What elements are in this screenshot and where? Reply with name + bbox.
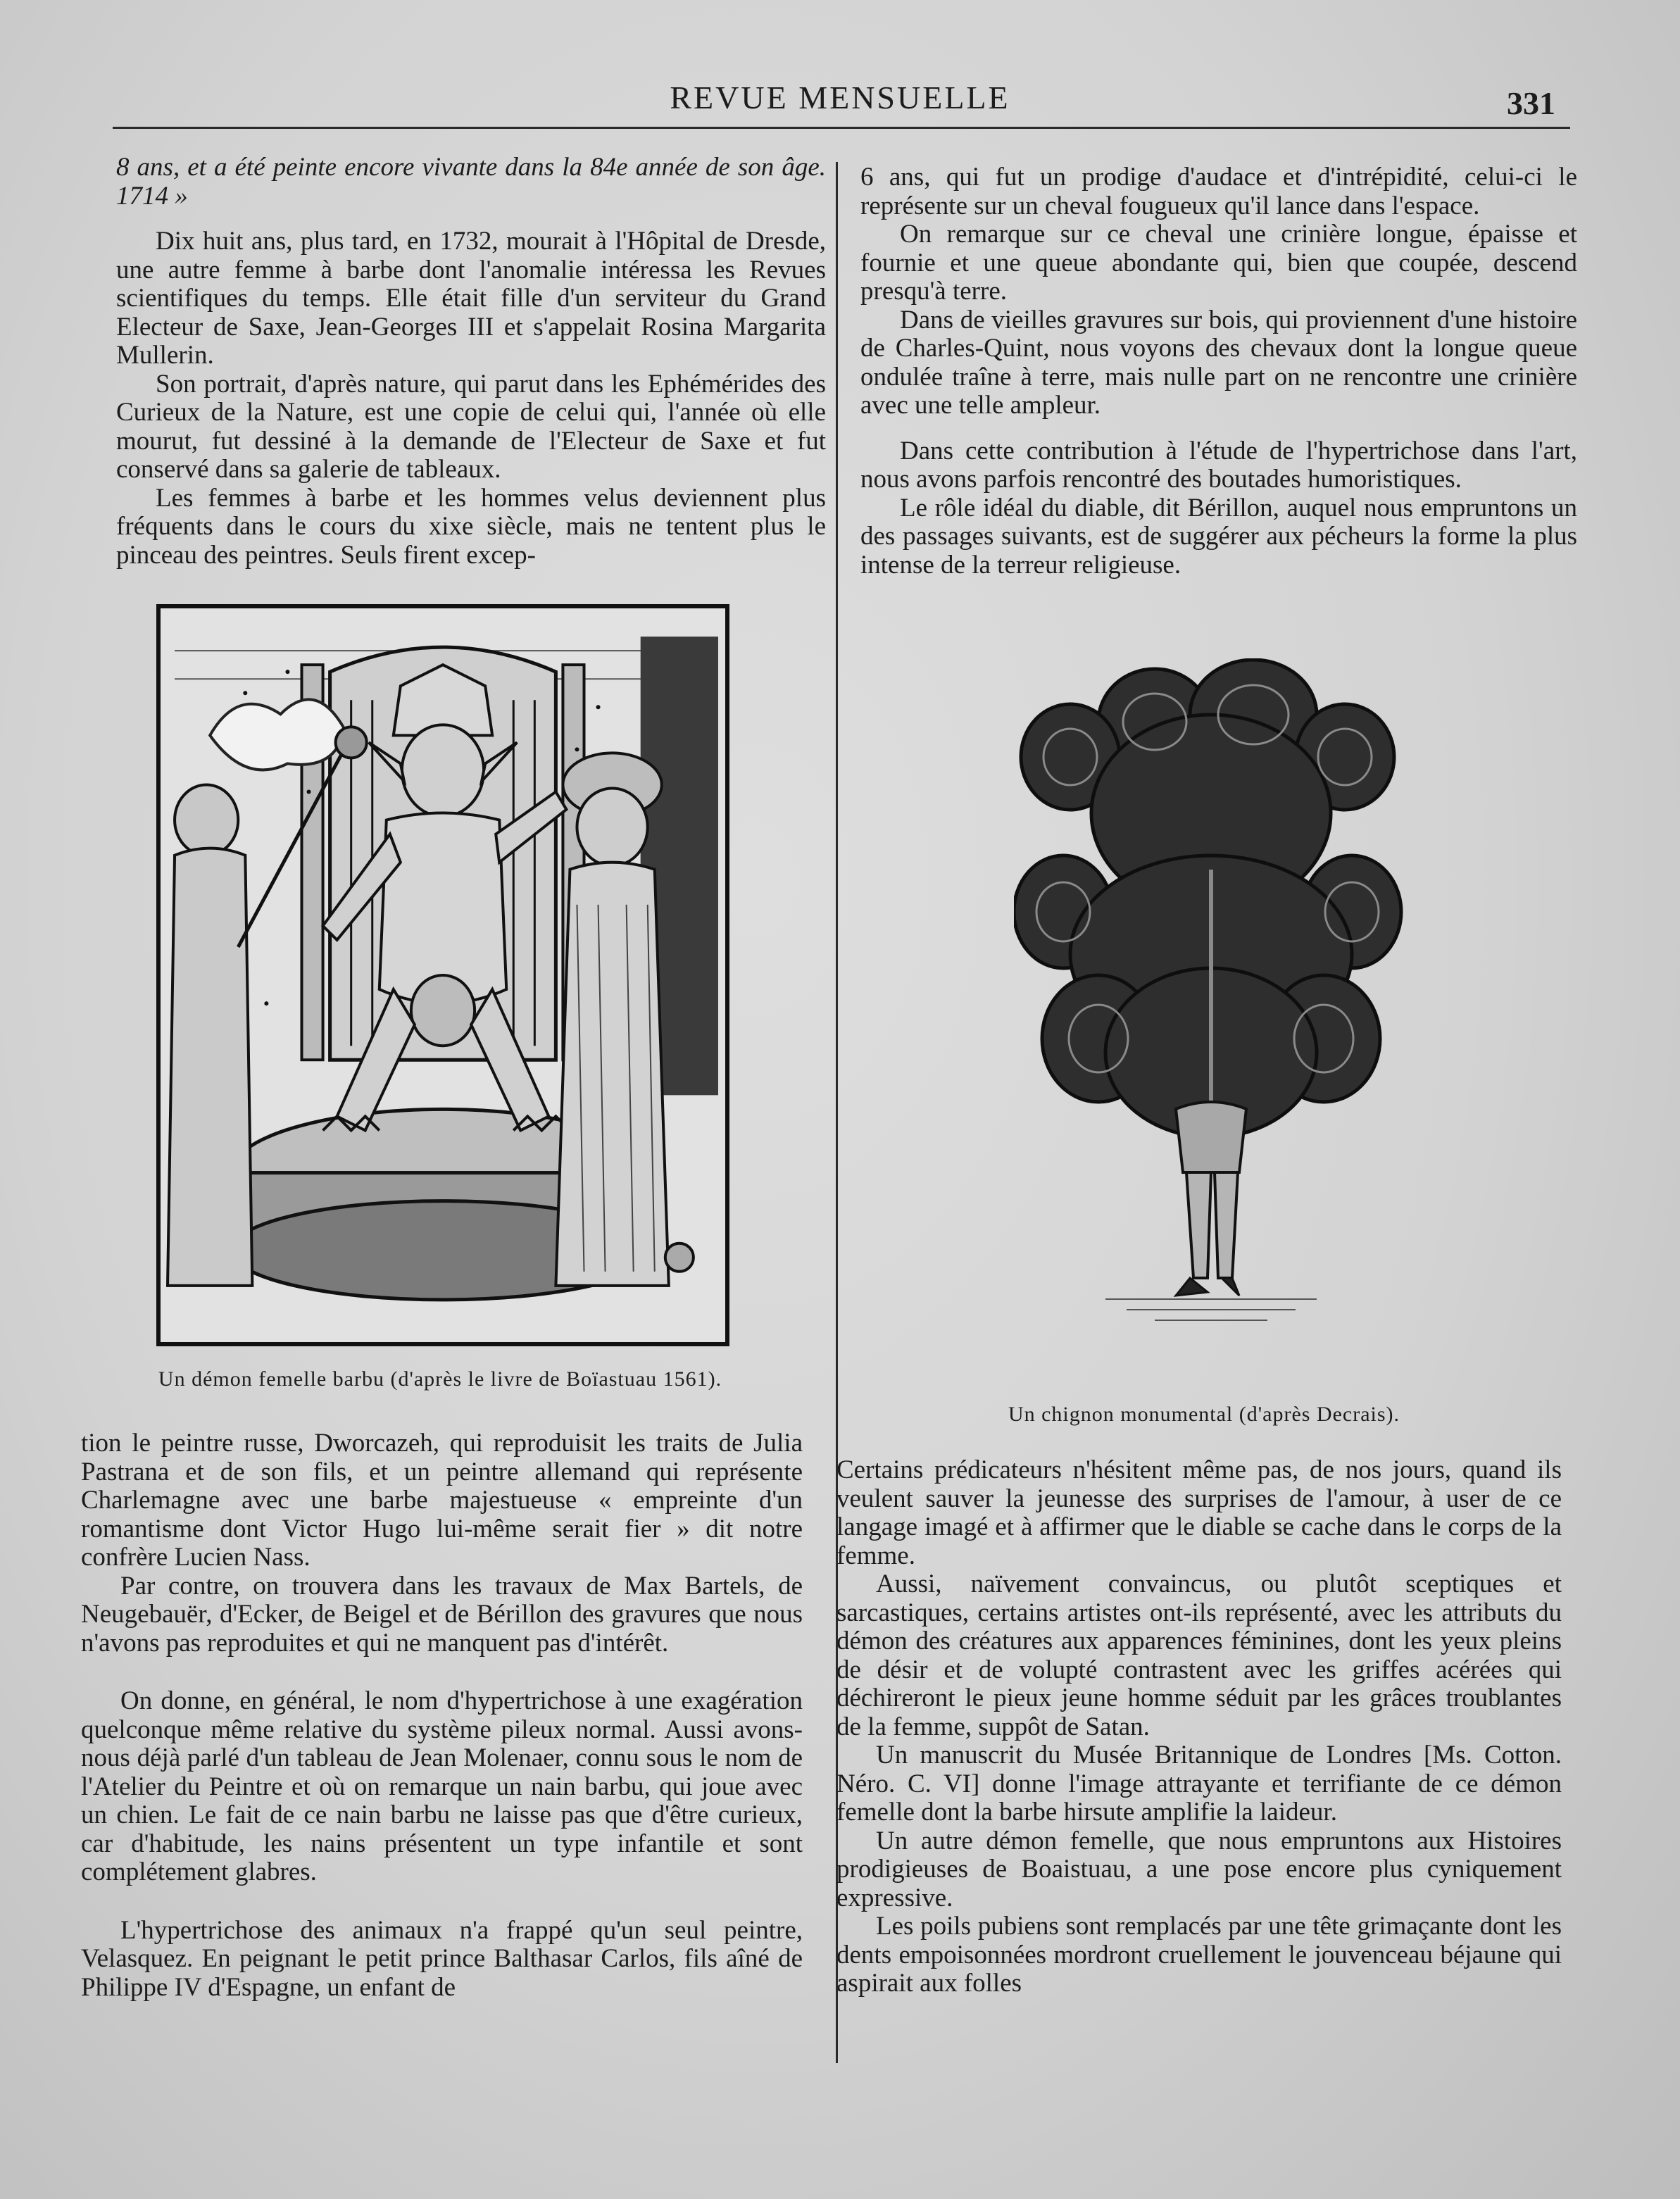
left-column-top	[116, 154, 826, 570]
paragraph: Les femmes à barbe et les hommes velus deviennent plus fréquents dans le cours du xixe siècle, mais ne tentent plus le pinceau des peintres. Seuls firent excep-	[116, 483, 826, 570]
demon-engraving-image	[161, 608, 725, 1342]
paragraph: Un autre démon femelle, que nous empruntons aux Histoires prodigieuses de Boaistuau, a une pose encore plus cyniquement expressive.	[836, 1826, 1562, 1912]
header-rule	[113, 127, 1570, 129]
paragraph: Le rôle idéal du diable, dit Bérillon, auquel nous empruntons un des passages suivants, est de suggérer aux pécheurs la forme la plus intense de la terreur religieuse.	[860, 493, 1577, 579]
paragraph: tion le peintre russe, Dworcazeh, qui reproduisit les traits de Julia Pastrana et de son fils, et un peintre allemand qui représente Charlemagne avec une barbe majestueuse « empreinte d'un romantisme dont Victor Hugo lui-même serait fier » dit notre confrère Lucien Nass.	[81, 1429, 803, 1572]
left-column-bottom	[81, 1429, 803, 2002]
paragraph: Un manuscrit du Musée Britannique de Londres [Ms. Cotton. Néro. C. VI] donne l'image attrayante et terrifiante de ce démon femelle dont la barbe hirsute amplifie la laideur.	[836, 1741, 1562, 1827]
paragraph: Aussi, naïvement convaincus, ou plutôt sceptiques et sarcastiques, certains artistes ont-ils représenté, avec les attributs du démon des créatures aux apparences féminines, dont les yeux pleins de désir et de volupté contrastent avec les griffes acérées qui déchireront le pieux jeune homme séduit par les grâces troublantes de la femme, suppôt de Satan.	[836, 1570, 1562, 1741]
paragraph: 6 ans, qui fut un prodige d'audace et d'intrépidité, celui-ci le représente sur un cheval fougueux qu'il lance dans l'espace.	[860, 163, 1577, 220]
figure-caption-left: Un démon femelle barbu (d'après le livre de Boïastuau 1561).	[158, 1367, 722, 1391]
paragraph: Son portrait, d'après nature, qui parut dans les Ephémérides des Curieux de la Nature, est une copie de celui qui, l'année où elle mourut, fut dessiné à la demande de l'Electeur de Saxe et fut conservé dans sa galerie de tableaux.	[116, 369, 826, 484]
demon-engraving-figure	[156, 604, 729, 1346]
paragraph: Les poils pubiens sont remplacés par une tête grimaçante dont les dents empoisonnées mordront cruellement le jouvenceau béjaune qui aspirait aux folles	[836, 1912, 1562, 1998]
right-column-bottom	[836, 1456, 1562, 1998]
paragraph: L'hypertrichose des animaux n'a frappé qu'un seul peintre, Velasquez. En peignant le petit prince Balthasar Carlos, fils aîné de Philippe IV d'Espagne, un enfant de	[81, 1915, 803, 2002]
paragraph: Certains prédicateurs n'hésitent même pas, de nos jours, quand ils veulent sauver la jeunesse des surprises de l'amour, à user de ce langage imagé et à affirmer que le diable se cache dans le corps de la femme.	[836, 1455, 1562, 1570]
figure-caption-right: Un chignon monumental (d'après Decrais).	[1008, 1403, 1400, 1426]
running-header-title: REVUE MENSUELLE	[670, 80, 1010, 115]
paragraph: Dix huit ans, plus tard, en 1732, mourait à l'Hôpital de Dresde, une autre femme à barbe dont l'anomalie intéressa les Revues scientifiques du temps. Elle était fille d'un serviteur du Grand Electeur de Saxe, Jean-Georges III et s'appelait Rosina Margarita Mullerin.	[116, 227, 826, 370]
paragraph: Par contre, on trouvera dans les travaux de Max Bartels, de Neugebauër, d'Ecker, de Beigel et de Bérillon des gravures que nous n'avons pas reproduites et qui ne manquent pas d'intérêt.	[81, 1571, 803, 1658]
paragraph: On remarque sur ce cheval une crinière longue, épaisse et fournie et une queue abondante qui, bien que coupée, descend presqu'à terre.	[860, 220, 1577, 306]
right-column-top	[860, 163, 1577, 579]
paragraph: Dans cette contribution à l'étude de l'hypertrichose dans l'art, nous avons parfois rencontré des boutades humoristiques.	[860, 436, 1577, 494]
chignon-image	[1014, 658, 1408, 1362]
chignon-illustration	[1014, 658, 1408, 1362]
page-number: 331	[1507, 85, 1555, 121]
paragraph: On donne, en général, le nom d'hypertrichose à une exagération quelconque même relative du système pileux normal. Aussi avons-nous déjà parlé d'un tableau de Jean Molenaer, connu sous le nom de l'Atelier du Peintre et où on remarque un nain barbu, qui joue avec un chien. Le fait de ce nain barbu ne laisse pas que d'être curieux, car d'habitude, les nains présentent un type infantile et sont complétement glabres.	[81, 1686, 803, 1886]
paragraph: Dans de vieilles gravures sur bois, qui proviennent d'une histoire de Charles-Quint, nous voyons des chevaux dont la longue queue ondulée traîne à terre, mais nulle part on ne rencontre une crinière avec une telle ampleur.	[860, 305, 1577, 420]
paragraph: 8 ans, et a été peinte encore vivante dans la 84e année de son âge. 1714 »	[116, 153, 826, 211]
